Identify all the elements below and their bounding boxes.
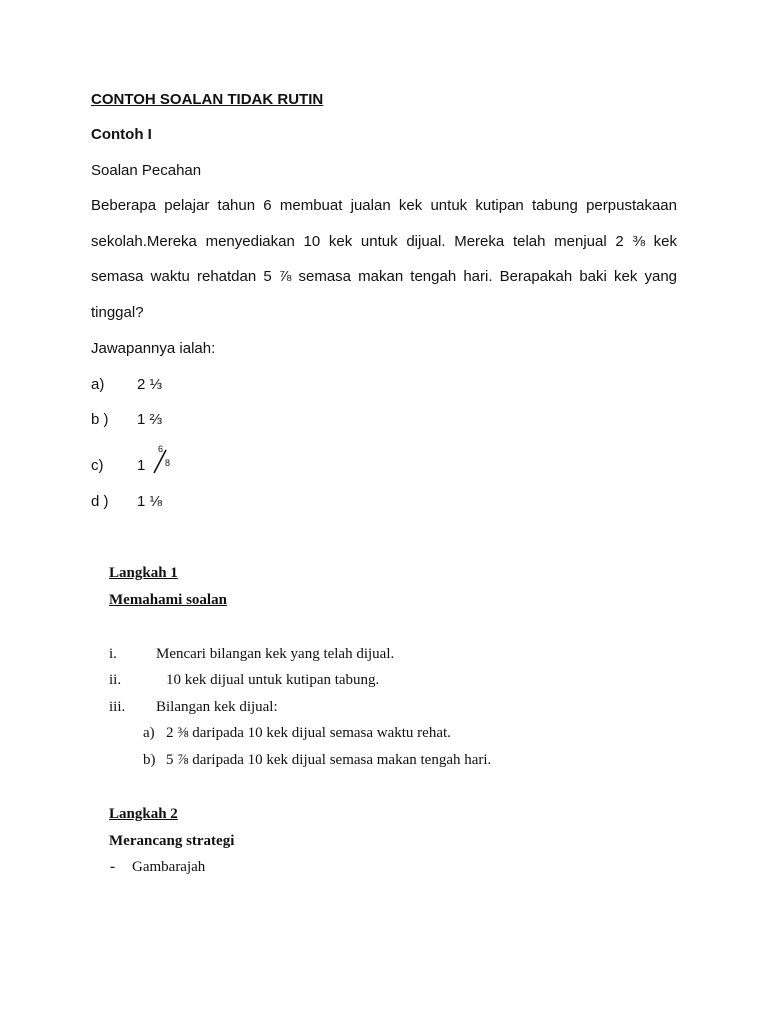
item-number: iii. [109, 699, 126, 715]
page-heading: CONTOH SOALAN TIDAK RUTIN [91, 91, 324, 108]
question-line-1: Beberapa pelajar tahun 6 membuat jualan kek untuk kutipan tabung perpustakaan [91, 197, 677, 214]
option-value: 1 ⅔ [137, 411, 163, 428]
item-number: i. [109, 646, 117, 662]
bullet-dash: - [110, 859, 115, 875]
step2-title: Langkah 2 [109, 806, 178, 822]
subitem-text: 5 ⅞ daripada 10 kek dijual semasa makan tengah hari. [166, 752, 492, 768]
option-denominator: 8 [165, 458, 171, 468]
option-label: a) [91, 376, 105, 393]
question-line-2: sekolah.Mereka menyediakan 10 kek untuk dijual. Mereka telah menjual 2 ⅜ kek [91, 233, 677, 250]
question-line-3: semasa waktu rehatdan 5 ⅞ semasa makan tengah hari. Berapakah baki kek yang [91, 268, 677, 285]
item-text: Mencari bilangan kek yang telah dijual. [156, 646, 395, 662]
option-value: 2 ⅓ [137, 376, 163, 393]
item-text: 10 kek dijual untuk kutipan tabung. [166, 672, 380, 688]
question-line-4: tinggal? [91, 304, 144, 321]
topic-label: Soalan Pecahan [91, 162, 202, 179]
option-value: 1 ⅛ [137, 493, 163, 510]
bullet-text: Gambarajah [132, 859, 206, 875]
subitem-label: b) [143, 752, 156, 768]
step1-title: Langkah 1 [109, 565, 178, 581]
option-numerator: 6 [158, 444, 164, 454]
option-label: b ) [91, 411, 109, 428]
example-label: Contoh I [91, 126, 152, 143]
subitem-label: a) [143, 725, 155, 741]
item-text: Bilangan kek dijual: [156, 699, 278, 715]
item-number: ii. [109, 672, 122, 688]
answer-intro: Jawapannya ialah: [91, 340, 216, 357]
subitem-text: 2 ⅜ daripada 10 kek dijual semasa waktu rehat. [166, 725, 451, 741]
step1-subtitle: Memahami soalan [109, 592, 227, 608]
option-label: d ) [91, 493, 109, 510]
step2-subtitle: Merancang strategi [109, 833, 235, 849]
option-whole: 1 [137, 457, 146, 474]
option-label: c) [91, 457, 104, 474]
